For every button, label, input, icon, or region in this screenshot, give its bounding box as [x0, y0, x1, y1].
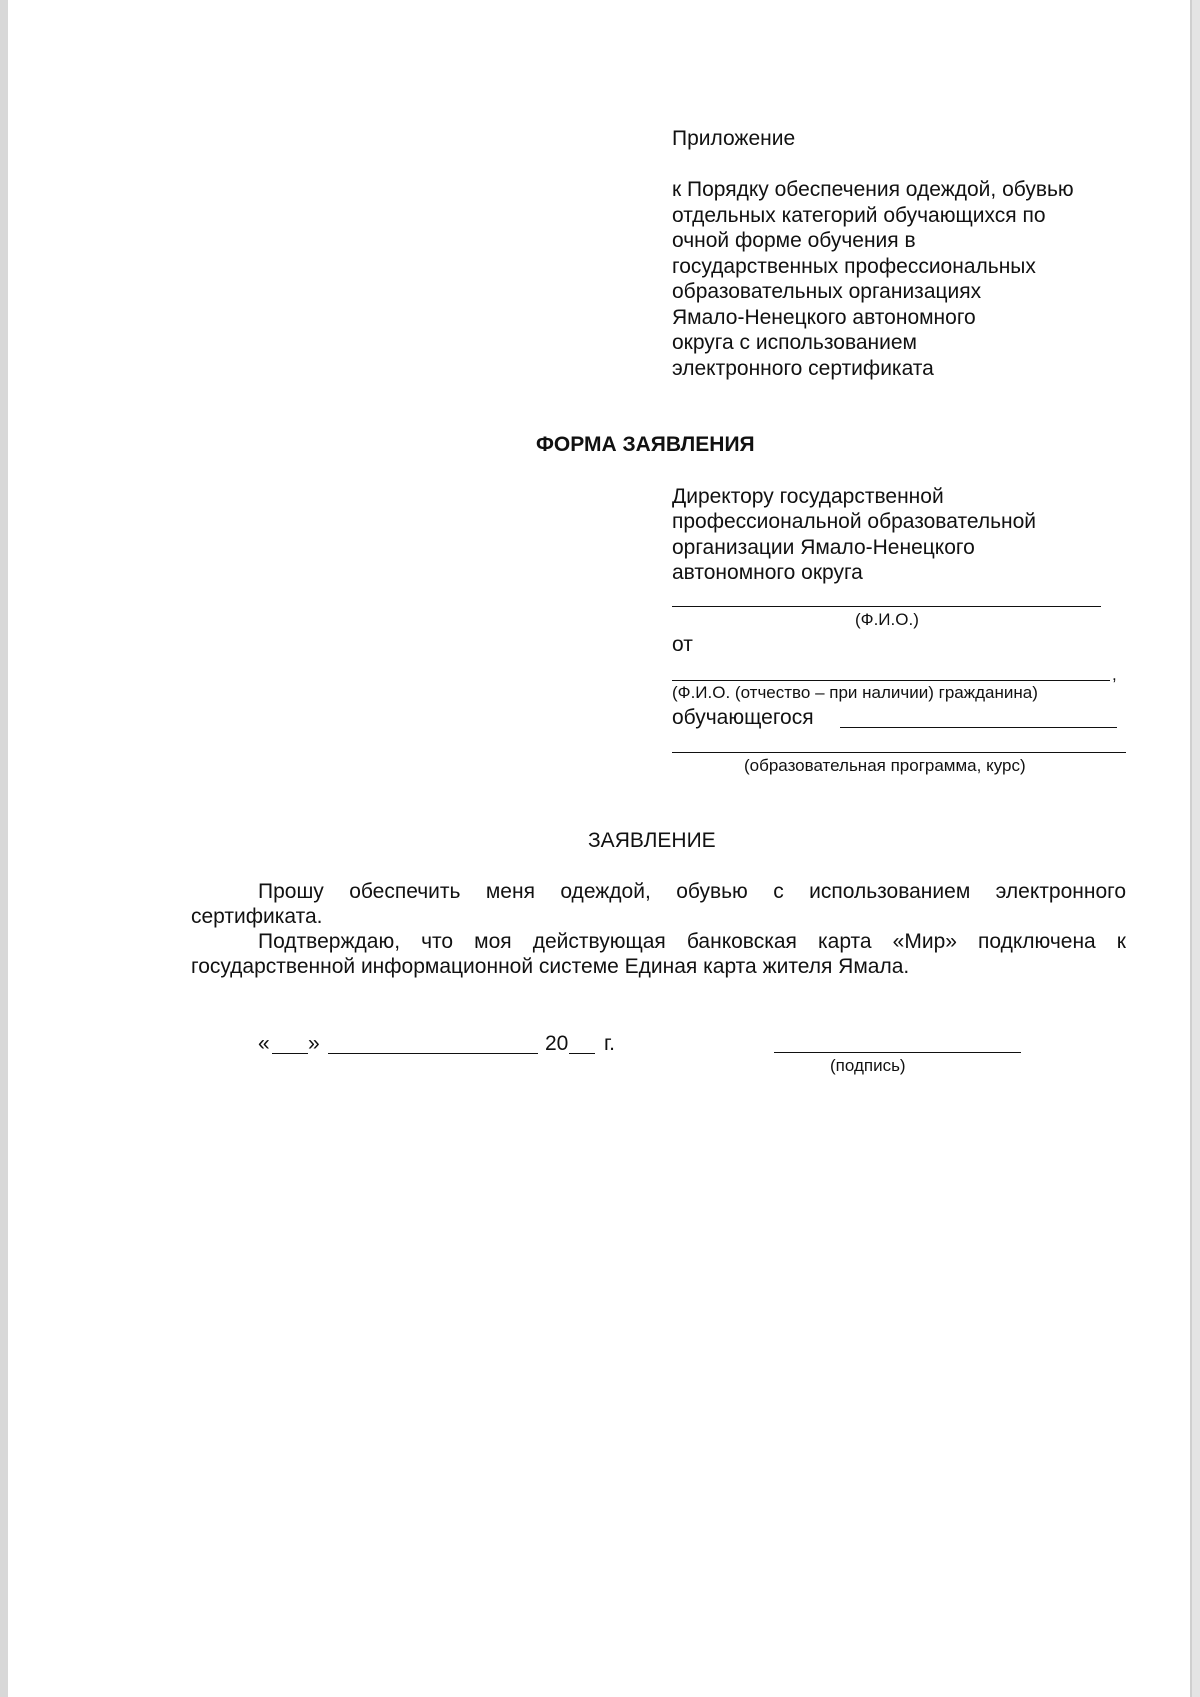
scan-border-right: [1192, 0, 1200, 1697]
appendix-line: государственных профессиональных: [672, 255, 1036, 278]
appendix-line: очной форме обучения в: [672, 229, 916, 252]
student-label: обучающегося: [672, 706, 814, 729]
statement-paragraph-1-line-2: сертификата.: [191, 905, 323, 928]
appendix-title: Приложение: [672, 127, 796, 150]
signature-line[interactable]: [774, 1052, 1021, 1053]
addressee-line: организации Ямало-Ненецкого: [672, 536, 975, 559]
date-close-quote: »: [308, 1032, 320, 1055]
statement-paragraph-2-line-1: Подтверждаю, что моя действующая банковская карта «Мир» подключена к: [258, 930, 1126, 953]
appendix-line: электронного сертификата: [672, 357, 934, 380]
form-title: ФОРМА ЗАЯВЛЕНИЯ: [536, 433, 755, 456]
director-name-hint: (Ф.И.О.): [855, 610, 919, 629]
date-month-line[interactable]: [328, 1053, 538, 1054]
appendix-line: округа с использованием: [672, 331, 917, 354]
appendix-line: отдельных категорий обучающихся по: [672, 204, 1046, 227]
addressee-line: автономного округа: [672, 561, 863, 584]
appendix-line: к Порядку обеспечения одеждой, обувью: [672, 178, 1074, 201]
program-hint: (образовательная программа, курс): [744, 756, 1026, 775]
addressee-line: профессиональной образовательной: [672, 510, 1037, 533]
student-field-line[interactable]: [840, 727, 1117, 728]
citizen-name-line[interactable]: [672, 680, 1110, 681]
appendix-line: Ямало-Ненецкого автономного: [672, 306, 976, 329]
signature-hint: (подпись): [830, 1056, 906, 1075]
year-prefix: 20: [545, 1032, 569, 1055]
addressee-line: Директору государственной: [672, 485, 944, 508]
statement-heading: ЗАЯВЛЕНИЕ: [588, 829, 716, 852]
comma-mark: ,: [1112, 665, 1117, 684]
citizen-name-hint: (Ф.И.О. (отчество – при наличии) гражданина): [672, 683, 1038, 702]
appendix-line: образовательных организациях: [672, 280, 982, 303]
date-open-quote: «: [258, 1032, 270, 1055]
scan-border-left: [0, 0, 8, 1697]
year-suffix: г.: [604, 1032, 615, 1055]
statement-paragraph-2-line-2: государственной информационной системе Единая карта жителя Ямала.: [191, 955, 910, 978]
date-year-line[interactable]: [569, 1053, 595, 1054]
statement-paragraph-1-line-1: Прошу обеспечить меня одеждой, обувью с использованием электронного: [258, 880, 1126, 903]
director-name-line[interactable]: [672, 606, 1101, 607]
program-field-line[interactable]: [672, 752, 1126, 753]
date-day-line[interactable]: [272, 1053, 308, 1054]
from-label: от: [672, 633, 693, 656]
